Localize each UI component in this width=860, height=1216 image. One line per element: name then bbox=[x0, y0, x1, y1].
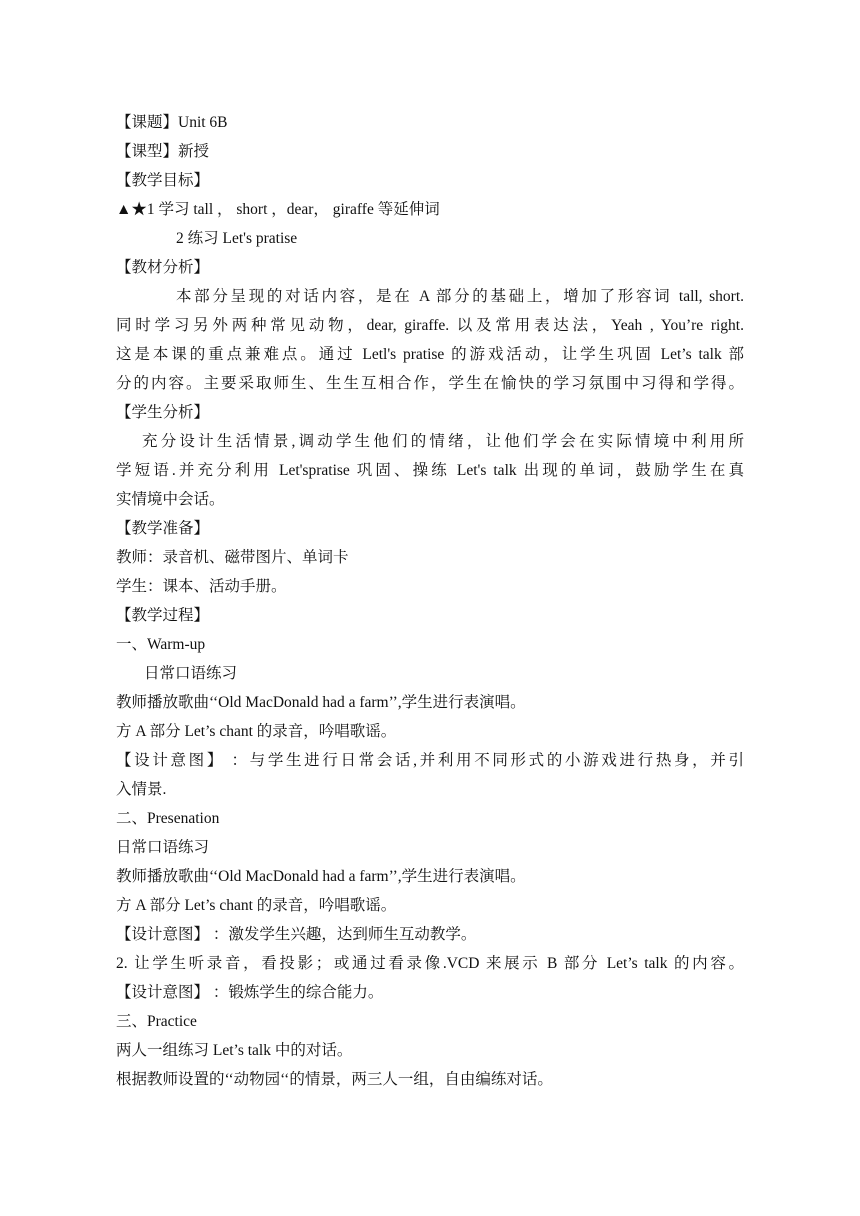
preparation-heading: 【教学准备】 bbox=[116, 520, 210, 537]
presentation-line-3: 方 A 部分 Let’s chant 的录音，吟唱歌谣。 bbox=[116, 897, 397, 914]
material-analysis-line-2: 同时学习另外两种常见动物，dear, giraffe. 以及常用表达法，Yeah , You’re right. bbox=[116, 317, 744, 334]
preparation-teacher: 教师：录音机、磁带图片、单词卡 bbox=[116, 549, 349, 566]
warmup-line-1: 日常口语练习 bbox=[144, 665, 238, 682]
topic-line: 【课题】Unit 6B bbox=[116, 114, 228, 131]
student-analysis-line-3: 实情境中会话。 bbox=[116, 491, 225, 508]
lesson-plan-document bbox=[116, 108, 744, 1094]
practice-line-1: 两人一组练习 Let’s talk 中的对话。 bbox=[116, 1042, 353, 1059]
student-analysis-heading: 【学生分析】 bbox=[116, 404, 210, 421]
objective-1: ▲★1 学习 tall ， short ，dear， giraffe 等延伸词 bbox=[116, 201, 440, 218]
presentation-line-5: 2. 让学生听录音，看投影；或通过看录像.VCD 来展示 B 部分 Let’s talk 的内容。 bbox=[116, 955, 744, 972]
presentation-title: 二、Presenation bbox=[116, 810, 220, 827]
student-analysis-line-1: 充分设计生活情景,调动学生他们的情绪，让他们学会在实际情境中利用所 bbox=[142, 433, 744, 450]
material-analysis-heading: 【教材分析】 bbox=[116, 259, 210, 276]
warmup-line-3: 方 A 部分 Let’s chant 的录音，吟唱歌谣。 bbox=[116, 723, 397, 740]
presentation-design-intent-1: 【设计意图】 ：激发学生兴趣，达到师生互动教学。 bbox=[116, 926, 477, 943]
presentation-line-2: 教师播放歌曲‘‘Old MacDonald had a farm’’,学生进行表演唱。 bbox=[116, 868, 526, 885]
warmup-line-2: 教师播放歌曲‘‘Old MacDonald had a farm’’,学生进行表演唱。 bbox=[116, 694, 526, 711]
objective-2: 2 练习 Let's pratise bbox=[176, 230, 298, 247]
warmup-title: 一、Warm-up bbox=[116, 636, 206, 653]
practice-title: 三、Practice bbox=[116, 1013, 197, 1030]
presentation-design-intent-2: 【设计意图】 ：锻炼学生的综合能力。 bbox=[116, 984, 384, 1001]
objectives-heading: 【教学目标】 bbox=[116, 172, 210, 189]
student-analysis-line-2: 学短语.并充分利用 Let'spratise 巩固、操练 Let's talk 出现的单词，鼓励学生在真 bbox=[116, 462, 744, 479]
material-analysis-line-4: 分的内容。主要采取师生、生生互相合作，学生在愉快的学习氛围中习得和学得。 bbox=[116, 375, 744, 392]
material-analysis-line-1: 本部分呈现的对话内容，是在 A 部分的基础上，增加了形容词 tall, short. bbox=[176, 288, 744, 305]
warmup-line-5: 入情景. bbox=[116, 781, 167, 798]
presentation-line-1: 日常口语练习 bbox=[116, 839, 210, 856]
preparation-student: 学生：课本、活动手册。 bbox=[116, 578, 287, 595]
warmup-design-intent: 【设计意图】 ：与学生进行日常会话,并利用不同形式的小游戏进行热身，并引 bbox=[116, 752, 744, 769]
process-heading: 【教学过程】 bbox=[116, 607, 210, 624]
lesson-type-line: 【课型】新授 bbox=[116, 143, 210, 160]
material-analysis-line-3: 这是本课的重点兼难点。通过 Letl's pratise 的游戏活动，让学生巩固 Let’s talk 部 bbox=[116, 346, 744, 363]
practice-line-2: 根据教师设置的‘‘动物园‘‘的情景，两三人一组，自由编练对话。 bbox=[116, 1071, 553, 1088]
